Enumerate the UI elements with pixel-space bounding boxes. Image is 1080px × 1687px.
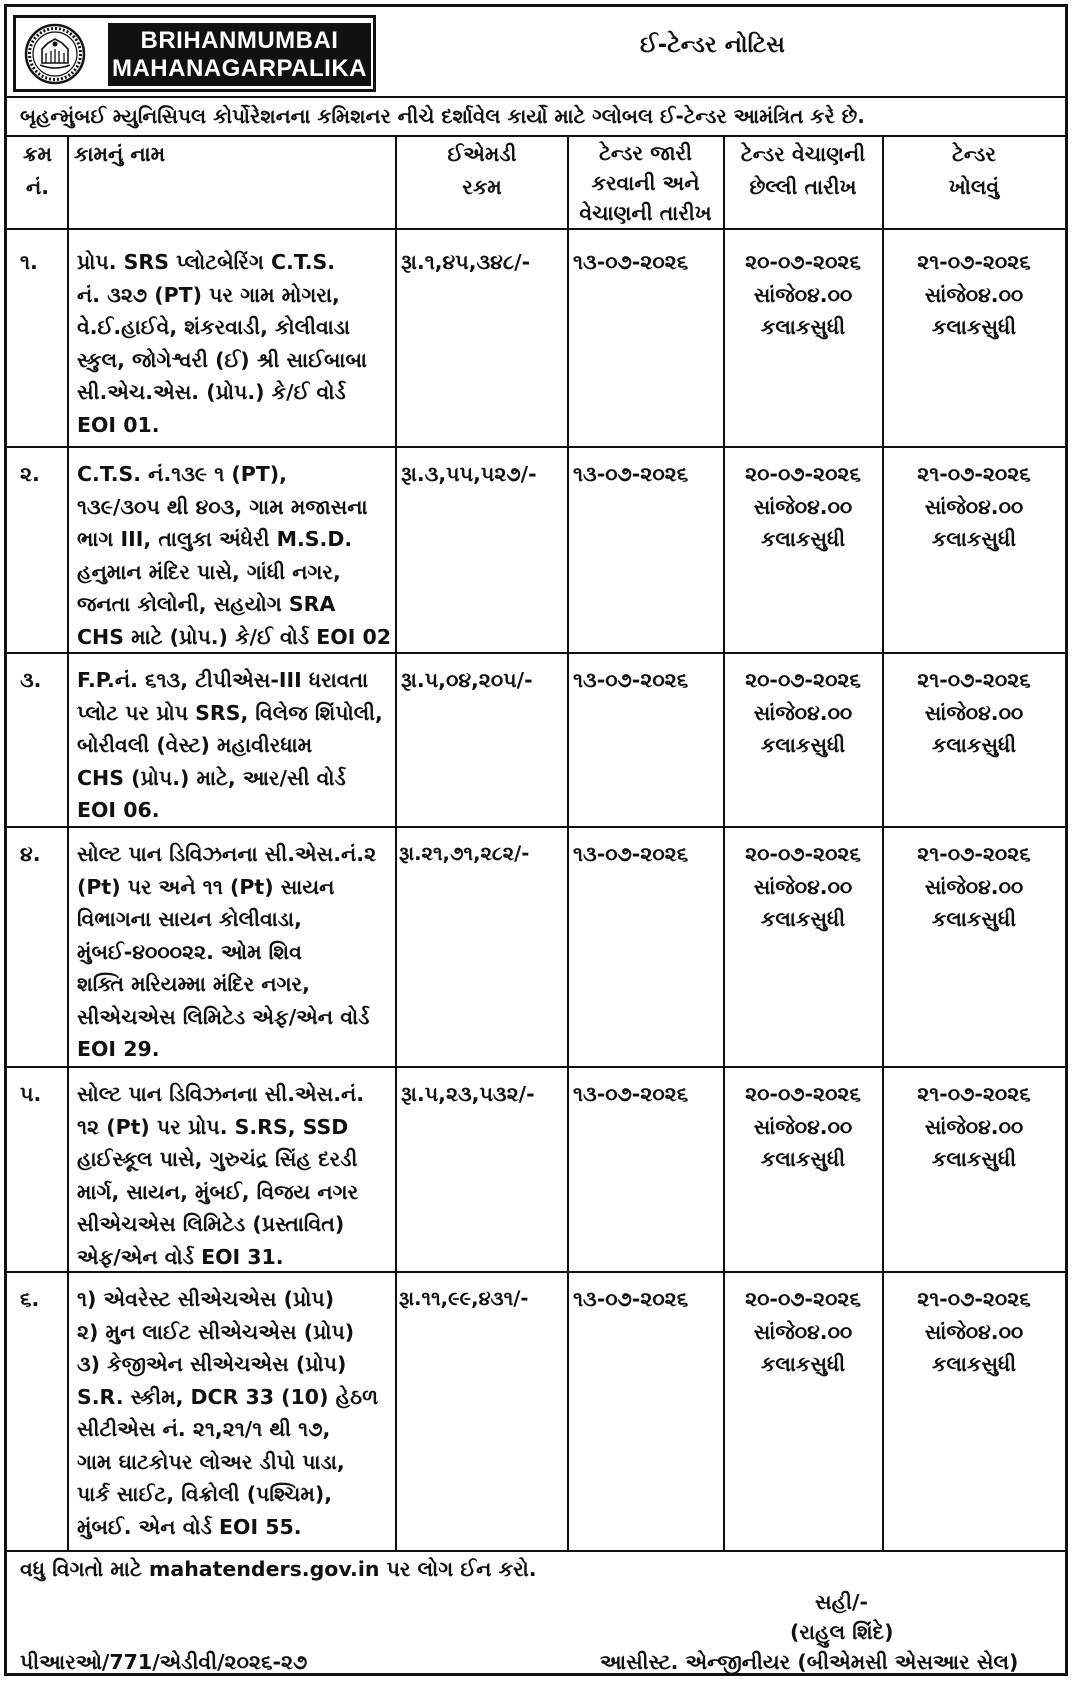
row-last-date: ૨૦-૦૭-૨૦૨૬ સાંજે૦૪.૦૦ કલાકસુધી <box>745 842 861 931</box>
column-divider <box>395 135 397 1550</box>
brand-line-1: BRIHANMUMBAI <box>140 27 339 54</box>
row-work-name: પ્રોપ. SRS પ્લોટબેરિંગ C.T.S. નં. ૩૨૭ (PT) પર ગામ મોગરા, વે.ઈ.હાઈવે, શંકરવાડી, કોલીવાડા સ્કુલ, જોગેશ્વરી (ઈ) શ્રી સાઈબાબા સી.એચ.એસ. (પ્રોપ.) કે/ઈ વોર્ડ EOI 01. <box>77 250 367 437</box>
row-issue-date: ૧૩-૦૭-૨૦૨૬ <box>573 842 689 866</box>
row-issue-date: ૧૩-૦૭-૨૦૨૬ <box>573 250 689 274</box>
row-last-date: ૨૦-૦૭-૨૦૨૬ સાંજે૦૪.૦૦ કલાકસુધી <box>745 668 861 757</box>
row-last-date: ૨૦-૦૭-૨૦૨૬ સાંજે૦૪.૦૦ કલાકસુધી <box>745 1082 861 1171</box>
row-emd: રૂા.૨૧,૭૧,૨૮૨/- <box>399 842 530 865</box>
row-emd: રૂા.૫,૨૩,૫૩૨/- <box>401 1082 535 1106</box>
row-serial: ૧. <box>20 250 38 274</box>
row-work-name: સોલ્ટ પાન ડિવિઝનના સી.એસ.નં.૨ (Pt) પર અને ૧૧ (Pt) સાયન વિભાગના સાયન કોલીવાડા, મુંબઈ-૪૦૦૦૨૨. ઓમ શિવ શક્તિ મરિયમ્મા મંદિર નગર, સીએચએસ લિમિટેડ એફ/એન વોર્ડ EOI 29. <box>77 842 377 1061</box>
row-opening: ૨૧-૦૭-૨૦૨૬ સાંજે૦૪.૦૦ કલાકસુધી <box>917 1287 1031 1376</box>
row-emd: રૂા.૧૧,૯૯,૪૩૧/- <box>399 1287 529 1310</box>
column-header-serial: ક્રમ નં. <box>23 142 52 199</box>
column-header-opening: ટેન્ડર ખોલવું <box>948 142 1000 199</box>
row-border <box>7 1066 1065 1068</box>
row-last-date: ૨૦-૦૭-૨૦૨૬ સાંજે૦૪.૦૦ કલાકસુધી <box>745 250 861 339</box>
row-opening: ૨૧-૦૭-૨૦૨૬ સાંજે૦૪.૦૦ કલાકસુધી <box>917 250 1031 339</box>
signature: સહી/- <box>815 1590 869 1614</box>
column-header-last-date: ટેન્ડર વેચાણની છેલ્લી તારીખ <box>740 142 866 199</box>
table-border <box>7 1550 1065 1552</box>
more-info-text: વધુ વિગતો માટે mahatenders.gov.in પર લોગ ઈન કરો. <box>20 1557 537 1581</box>
row-issue-date: ૧૩-૦૭-૨૦૨૬ <box>573 1287 689 1311</box>
row-work-name: F.P.નં. ૬૧૩, ટીપીએસ-III ધરાવતા પ્લોટ પર પ્રોપ SRS, વિલેજ શિંપોલી, બોરીવલી (વેસ્ટ) મહાવીરધામ CHS (પ્રોપ.) માટે, આર/સી વોર્ડ EOI 06. <box>77 668 383 822</box>
divider <box>7 96 1065 98</box>
row-last-date: ૨૦-૦૭-૨૦૨૬ સાંજે૦૪.૦૦ કલાકસુધી <box>745 1287 861 1376</box>
row-border <box>7 446 1065 448</box>
row-last-date: ૨૦-૦૭-૨૦૨૬ સાંજે૦૪.૦૦ કલાકસુધી <box>745 462 861 551</box>
row-serial: ૪. <box>20 842 41 866</box>
brand-line-2: MAHANAGARPALIKA <box>111 55 368 82</box>
row-work-name: C.T.S. નં.૧૩૯ ૧ (PT), ૧૩૯/૩૦૫ થી ૪૦૩, ગામ મજાસના ભાગ III, તાલુકા અંધેરી M.S.D. હનુમાન મંદિર પાસે, ગાંધી નગર, જનતા કોલોની, સહયોગ SRA CHS માટે (પ્રોપ.) કે/ઈ વોર્ડ EOI 02 <box>77 462 391 649</box>
column-divider <box>67 135 69 1550</box>
row-opening: ૨૧-૦૭-૨૦૨૬ સાંજે૦૪.૦૦ કલાકસુધી <box>917 842 1031 931</box>
bmc-seal-icon <box>24 23 86 85</box>
row-emd: રૂા.૩,૫૫,૫૨૭/- <box>401 462 537 486</box>
row-issue-date: ૧૩-૦૭-૨૦૨૬ <box>573 1082 689 1106</box>
column-header-work: કામનું નામ <box>74 142 166 166</box>
designation: આસીસ્ટ. એન્જીનીયર (બીએમસી એસઆર સેલ) <box>600 1650 1019 1674</box>
row-serial: ૫. <box>20 1082 42 1106</box>
row-emd: રૂા.૫,૦૪,૨૦૫/- <box>401 668 533 692</box>
row-serial: ૬. <box>20 1287 40 1311</box>
row-issue-date: ૧૩-૦૭-૨૦૨૬ <box>573 668 689 692</box>
row-border <box>7 228 1065 230</box>
reference-number: પીઆરઓ/771/એડીવી/૨૦૨૬-૨૭ <box>20 1650 308 1674</box>
notice-title: ઈ-ટેન્ડર નોટિસ <box>640 32 785 58</box>
intro-text: બૃહન્મુંબઈ મ્યુનિસિપલ કોર્પોરેશનના કમિશનર નીચે દર્શાવેલ કાર્યો માટે ગ્લોબલ ઈ-ટેન્ડર આમંત્રિત કરે છે. <box>20 104 865 128</box>
row-work-name: ૧) એવરેસ્ટ સીએચએસ (પ્રોપ) ૨) મુન લાઈટ સીએચએસ (પ્રોપ) ૩) કેજીએન સીએચએસ (પ્રોપ) S.R. સ્કીમ, DCR 33 (10) હેઠળ સીટીએસ નં. ૨૧,૨૧/૧ થી ૧૭, ગામ ઘાટકોપર લોઅર ડીપો પાડા, પાર્ક સાઈટ, વિક્રોલી (પશ્ચિમ), મુંબઈ. એન વોર્ડ EOI 55. <box>77 1287 379 1539</box>
row-emd: રૂા.૧,૪૫,૩૪૮/- <box>401 250 531 274</box>
brand-name <box>108 23 371 86</box>
row-serial: ૩. <box>20 668 42 692</box>
logo-block <box>13 15 376 92</box>
row-work-name: સોલ્ટ પાન ડિવિઝનના સી.એસ.નં. ૧૨ (Pt) પર પ્રોપ. S.RS, SSD હાઈસ્કૂલ પાસે, ગુરુચંદ્ર સિંહ દરડી માર્ગ, સાયન, મુંબઈ, વિજય નગર સીએચએસ લિમિટેડ (પ્રસ્તાવિત) એફ/એન વોર્ડ EOI 31. <box>77 1082 365 1269</box>
row-opening: ૨૧-૦૭-૨૦૨૬ સાંજે૦૪.૦૦ કલાકસુધી <box>917 1082 1031 1171</box>
table-border <box>7 135 1065 137</box>
column-header-emd: ઈએમડી રકમ <box>447 142 517 199</box>
row-opening: ૨૧-૦૭-૨૦૨૬ સાંજે૦૪.૦૦ કલાકસુધી <box>917 668 1031 757</box>
column-header-issue-date: ટેન્ડર જારી કરવાની અને વેચાણની તારીખ <box>579 141 712 225</box>
column-divider <box>567 135 569 1550</box>
row-serial: ૨. <box>20 462 40 486</box>
signatory-name: (રાહુલ શિંદે) <box>790 1620 894 1644</box>
row-opening: ૨૧-૦૭-૨૦૨૬ સાંજે૦૪.૦૦ કલાકસુધી <box>917 462 1031 551</box>
row-issue-date: ૧૩-૦૭-૨૦૨૬ <box>573 462 689 486</box>
